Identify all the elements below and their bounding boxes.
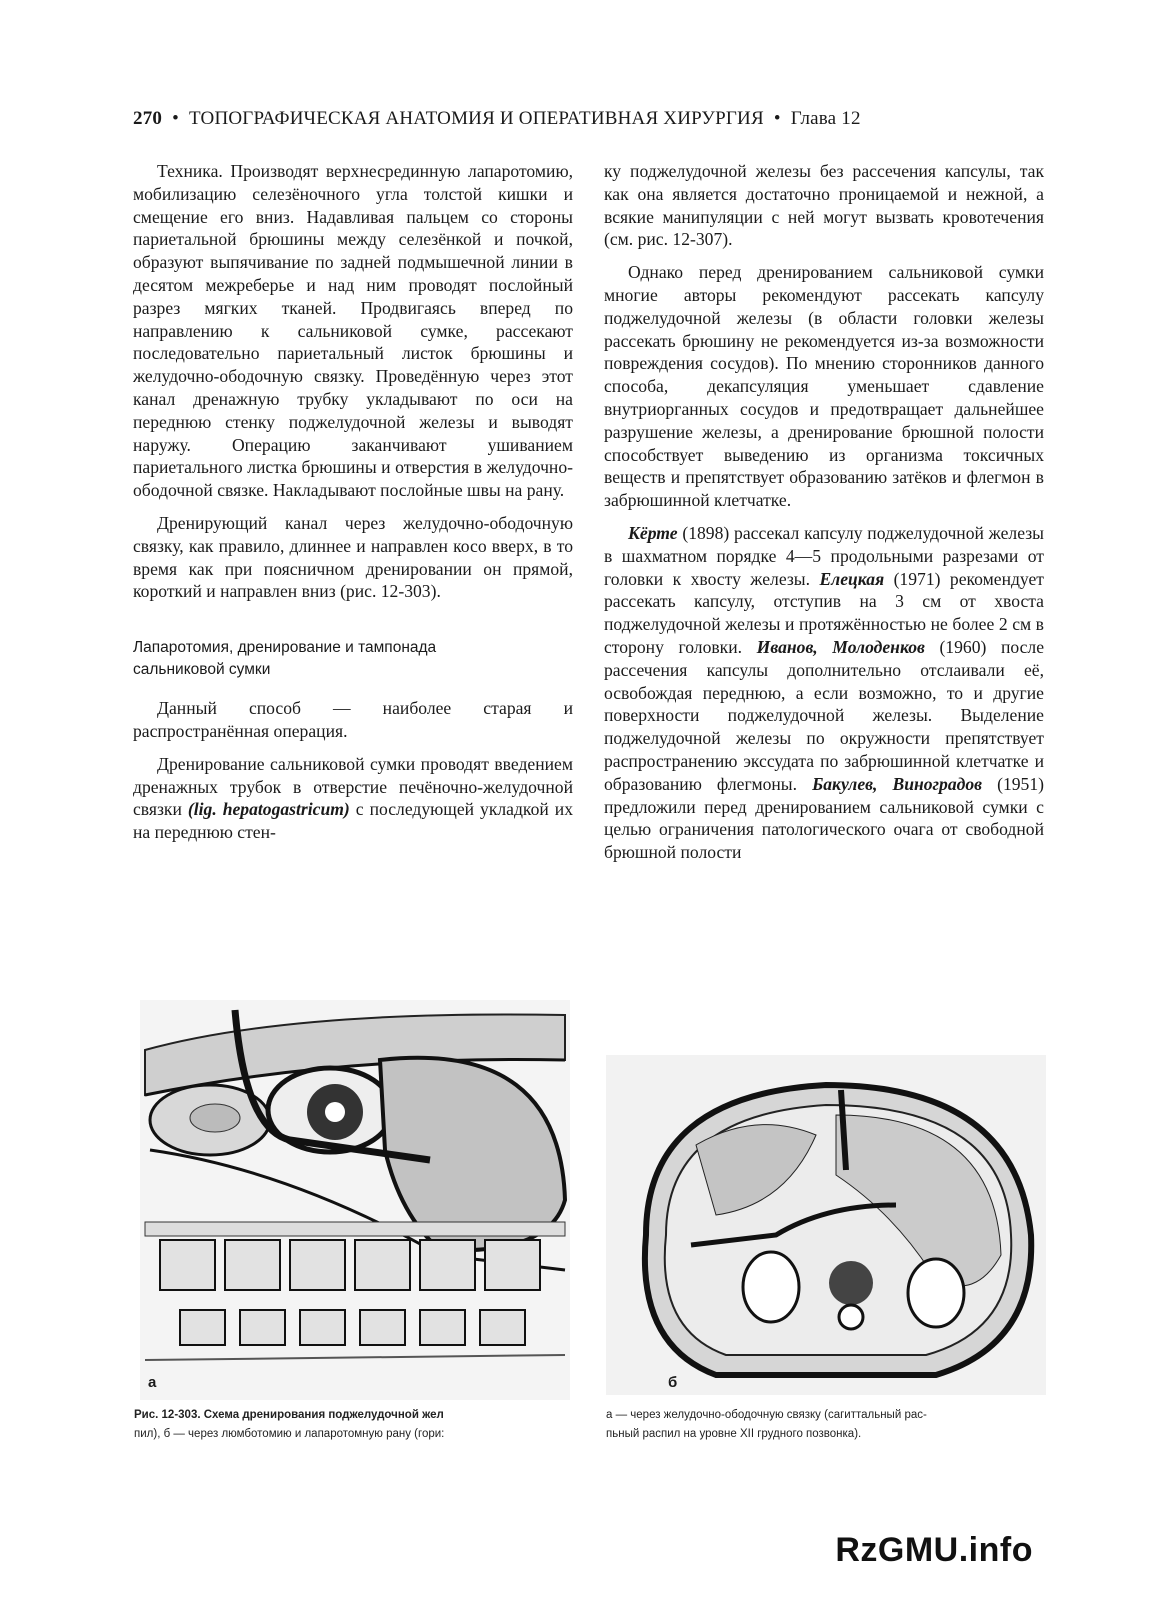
caption-right-line-2: пьный распил на уровне XII грудного позвонка). bbox=[606, 1428, 862, 1440]
site-watermark: RzGMU.info bbox=[835, 1531, 1033, 1569]
author-kerte: Кёрте bbox=[628, 522, 678, 543]
left-text-column bbox=[133, 160, 573, 854]
paragraph-drainage bbox=[133, 753, 573, 844]
caption-left-bold: Рис. 12-303. Схема дренирования поджелудочной жел bbox=[134, 1409, 444, 1421]
technique-text: Производят верхнесрединную лапаротомию, мобилизацию селезёночного угла толстой кишки и смещение его вниз. Надавливая пальцем со стороны париетальной брюшины между селезёнкой и почкой, образуют выпячивание по задней подмышечной линии в десятом межреберье и над ним проводят послойный разрез мягких тканей. Продвигаясь вперед по направлению к сальниковой сумке, рассекают последовательно париетальный листок брюшины и желудочно-ободочную связку. Проведённую через этот канал дренажную трубку укладывают по оси на переднюю стенку поджелудочной железы и выводят наружу. Операцию заканчивают ушиванием париетального листка брюшины и отверстия в желудочно-ободочной связке. Накладывают послойные швы на рану. bbox=[133, 161, 573, 501]
header-separator: • bbox=[172, 108, 179, 129]
caption-left-rest: пил), б — через люмботомию и лапаротомную рану (гори: bbox=[134, 1428, 445, 1440]
authors-text-4: (1951) предложили перед дренированием сальниковой сумки с целью ограничения патологического очага от свободной брюшной полости bbox=[604, 773, 1044, 863]
right-text-column bbox=[604, 160, 1044, 874]
figure-label-b: б bbox=[668, 1374, 678, 1391]
paragraph-decapsulation: Однако перед дренированием сальниковой сумки многие авторы рекомендуют рассекать капсулу поджелудочной железы (в области головки железы рассекать брюшину не рекомендуется из-за возможности повреждения сосудов). По мнению сторонников данного способа, декапсуляция уменьшает сдавление внутриорганных сосудов и предотвращает дальнейшее разрушение железы, а дренирование брюшной полости способствует выведению из организма токсичных веществ и препятствует образованию затёков и флегмон в забрюшинной клетчатке. bbox=[604, 262, 1044, 511]
drainage-text-1: Дренирование сальниковой сумки проводят введением дренажных трубок в отверстие печёночно-желудочной связки bbox=[133, 753, 573, 820]
technique-term: Техника. bbox=[157, 161, 223, 181]
running-header bbox=[133, 108, 978, 130]
section-subheading bbox=[133, 637, 573, 681]
subheading-line-1: Лапаротомия, дренирование и тампонада bbox=[133, 639, 437, 657]
subheading-line-2: сальниковой сумки bbox=[133, 661, 271, 679]
paragraph-method: Данный способ — наиболее старая и распространённая операция. bbox=[133, 698, 573, 741]
drainage-text-2: с последующей укладкой их на переднюю стен- bbox=[133, 799, 573, 843]
author-bakulev: Бакулев, Виноградов bbox=[812, 773, 983, 794]
paragraph-technique bbox=[133, 160, 573, 502]
chapter-label: Глава 12 bbox=[790, 108, 861, 129]
author-ivanov: Иванов, Молоденков bbox=[756, 636, 925, 657]
latin-term: (lig. hepatogastricum) bbox=[187, 799, 350, 820]
figure-caption-right bbox=[606, 1406, 1046, 1444]
authors-text-2: (1971) рекомендует рассекать капсулу, отступив на 3 см от хвоста поджелудочной железы и протяжённостью не более 2 см в сторону головки. bbox=[604, 568, 1044, 657]
paragraph-drain-canal: Дренирующий канал через желудочно-ободочную связку, как правило, длиннее и направлен косо вверх, в то время как при поясничном дренировании он прямой, короткий и направлен вниз (рис. 12-303). bbox=[133, 512, 573, 602]
book-title: ТОПОГРАФИЧЕСКАЯ АНАТОМИЯ И ОПЕРАТИВНАЯ ХИРУРГИЯ bbox=[188, 108, 764, 129]
figure-a-sagittal-illustration bbox=[140, 1000, 570, 1400]
paragraph-authors bbox=[604, 522, 1044, 864]
caption-right-line-1: а — через желудочно-ободочную связку (сагиттальный рас- bbox=[606, 1409, 927, 1421]
figure-label-a: а bbox=[148, 1374, 157, 1391]
paragraph-continuation: ку поджелудочной железы без рассечения капсулы, так как она является достаточно проницаемой и нежной, а всякие манипуляции с ней могут вызвать кровотечения (см. рис. 12-307). bbox=[604, 161, 1044, 250]
authors-text-1: (1898) рассекал капсулу поджелудочной железы в шахматном порядке 4—5 продольными разрезами от головки к хвосту железы. bbox=[604, 522, 1044, 589]
page-number: 270 bbox=[133, 108, 163, 129]
figure-b-horizontal-illustration bbox=[606, 1055, 1046, 1395]
author-eletskaya: Елецкая bbox=[819, 568, 885, 589]
header-separator-2: • bbox=[773, 108, 781, 129]
authors-text-3: (1960) после рассечения капсулы дополнительно отслаивали её, освобождая переднюю, а если возможно, то и другие поверхности поджелудочной железы. Выделение поджелудочной железы по окружности препятствует распространению экссудата по забрюшинной клетчатке и образованию флегмоны. bbox=[604, 636, 1044, 794]
figure-caption-left bbox=[134, 1406, 574, 1444]
